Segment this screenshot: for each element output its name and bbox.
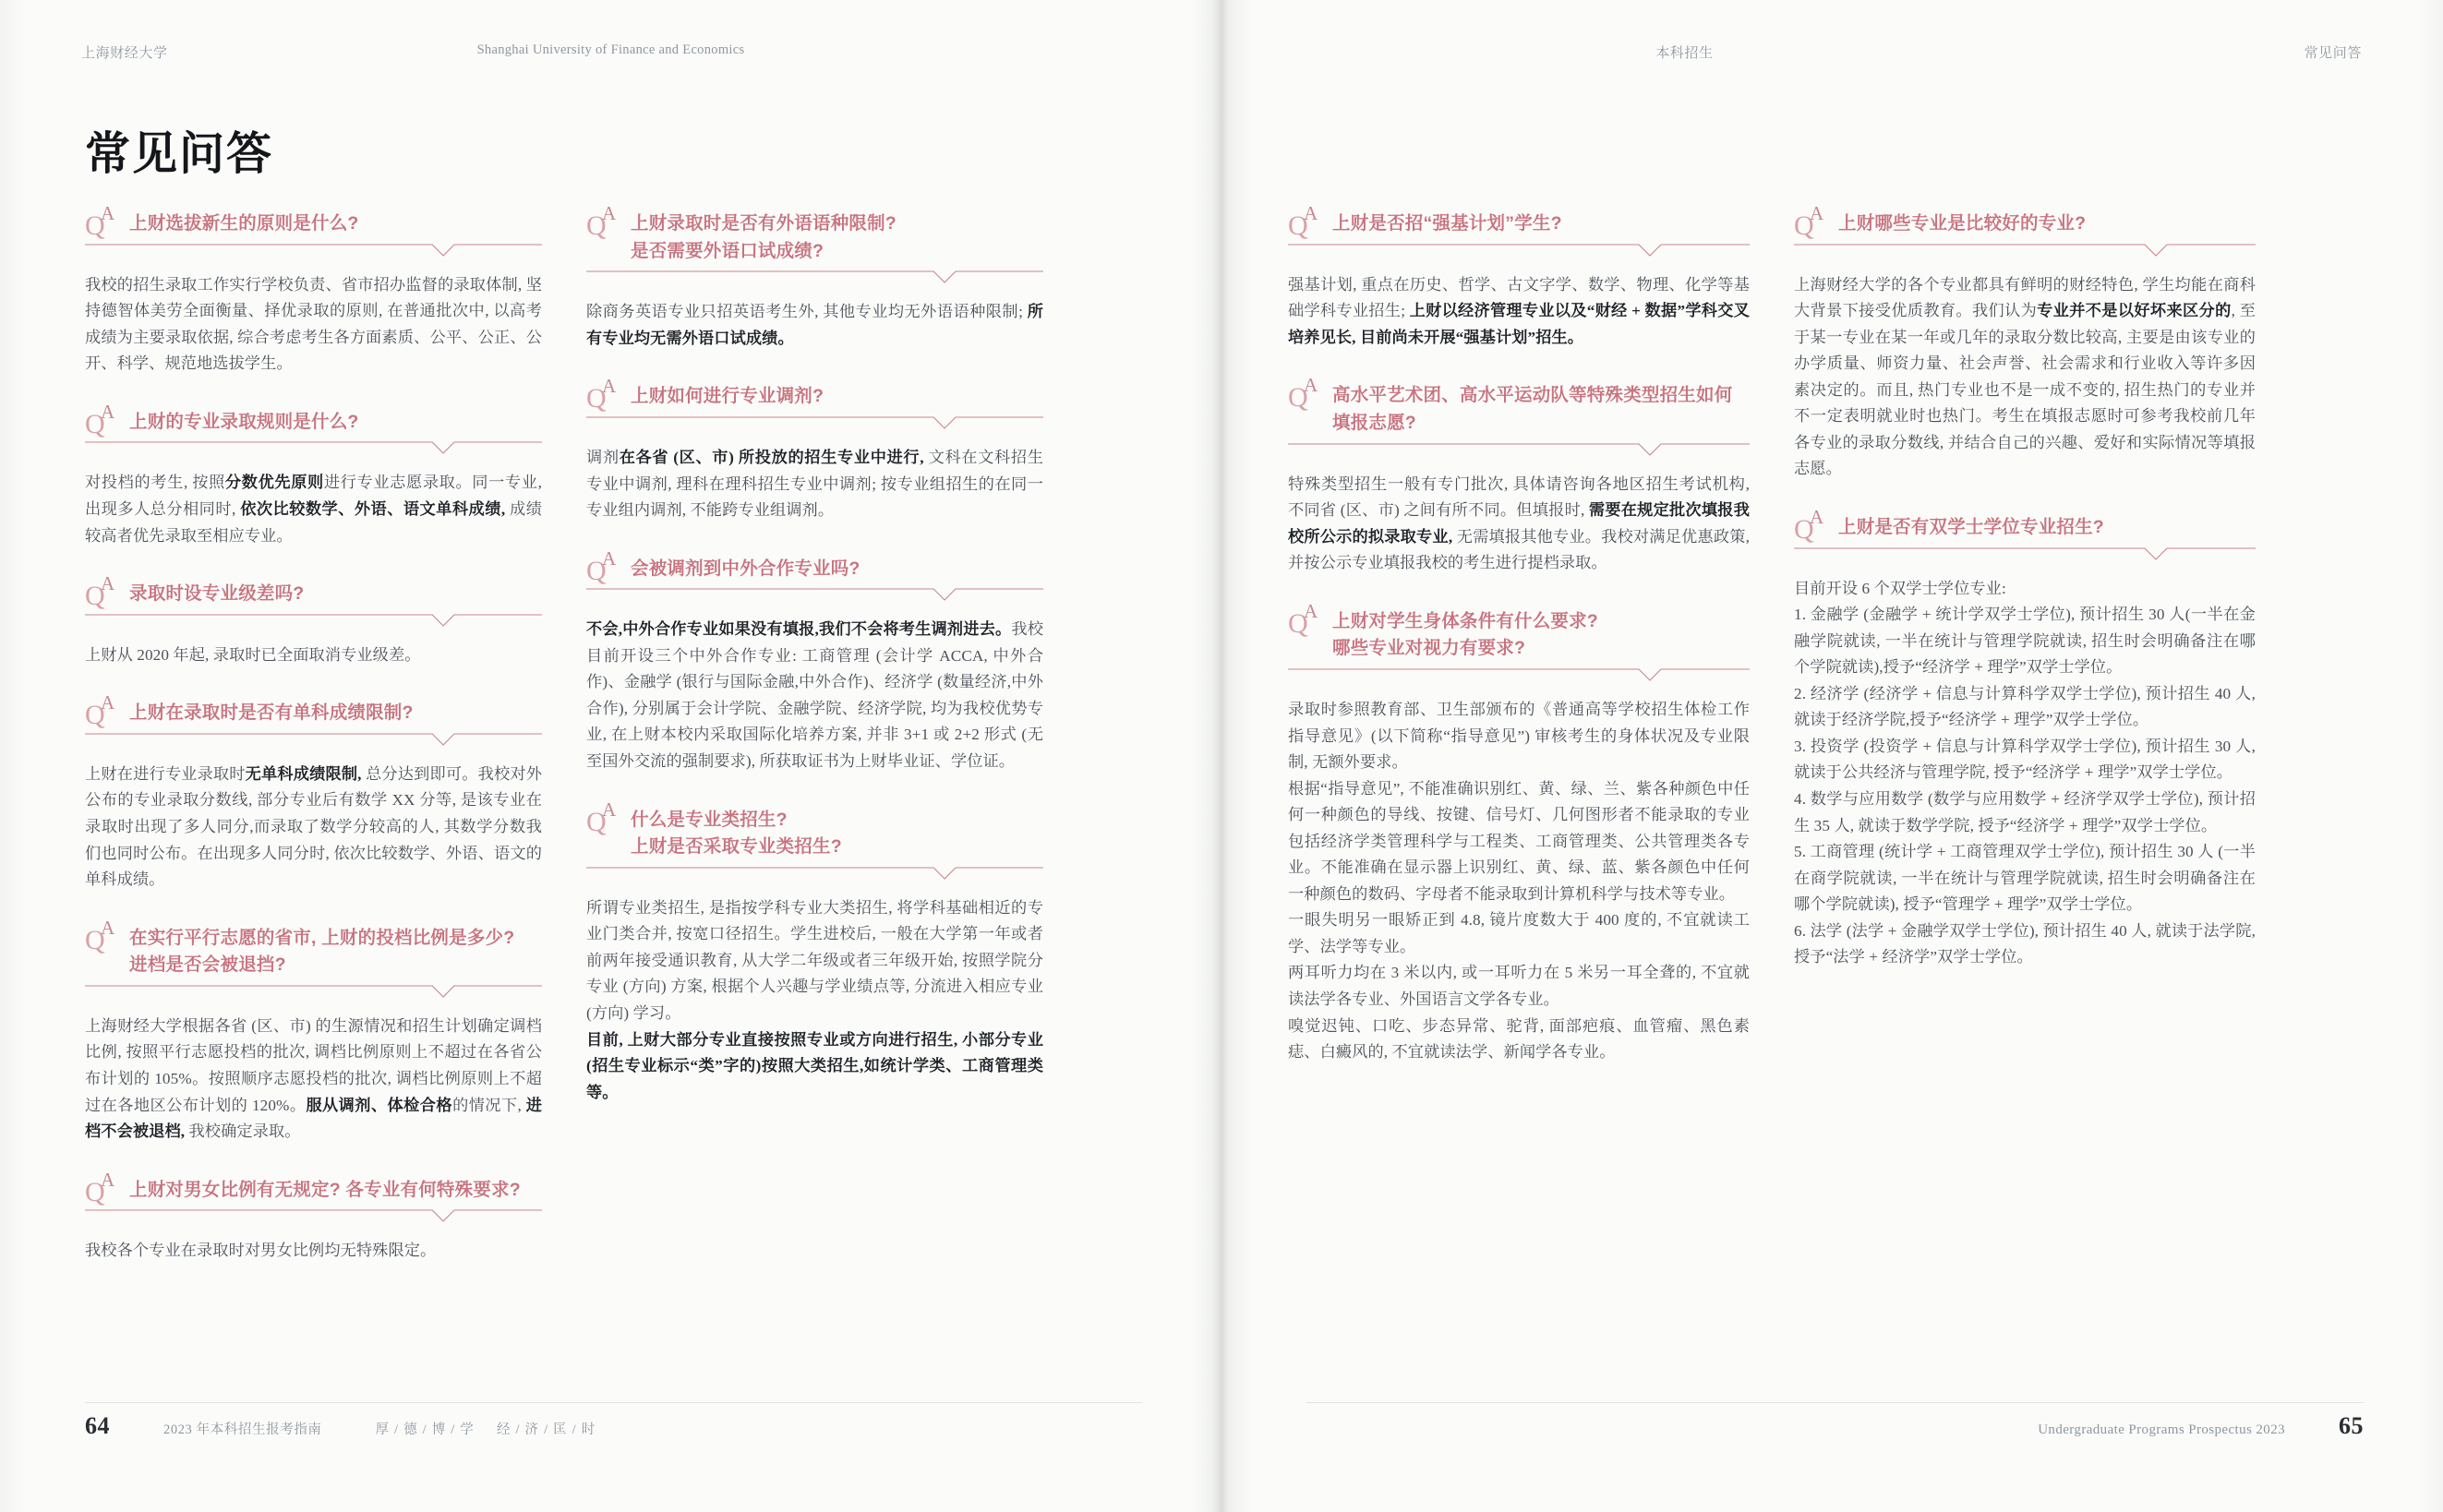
qa-block xyxy=(85,572,542,668)
column-3 xyxy=(1288,202,1750,1364)
qa-answer-text: 我校各个专业在录取时对男女比例均无特殊限定。 xyxy=(85,1242,437,1260)
right-columns xyxy=(1288,202,2369,1364)
qa-question-header xyxy=(85,572,542,612)
footer-motto xyxy=(376,1419,596,1438)
qa-mark-icon xyxy=(85,916,120,955)
qa-mark-icon xyxy=(85,202,120,241)
question-letter: Q xyxy=(586,383,607,414)
question-letter: Q xyxy=(85,924,105,955)
question-letter: Q xyxy=(85,408,105,439)
qa-mark-icon xyxy=(85,572,120,612)
column-4 xyxy=(1794,202,2256,1364)
running-head-university-cn: 上海财经大学 xyxy=(81,46,168,61)
qa-question-line: 上财对男女比例有无规定? 各专业有何特殊要求? xyxy=(129,1179,521,1200)
qa-divider-rule xyxy=(1794,243,2256,258)
qa-mark-icon xyxy=(85,1168,120,1207)
question-letter: Q xyxy=(85,700,105,731)
right-footer xyxy=(1306,1412,2364,1440)
question-letter: Q xyxy=(85,210,105,241)
qa-block xyxy=(586,202,1043,352)
footer-prospectus-title: Undergraduate Programs Prospectus 2023 xyxy=(2038,1422,2285,1437)
qa-block xyxy=(1794,202,2256,483)
qa-question-line: 录取时设专业级差吗? xyxy=(129,583,305,605)
qa-mark-icon xyxy=(1794,202,1829,241)
qa-block xyxy=(85,202,542,378)
qa-question-line: 上财选拔新生的原则是什么? xyxy=(129,213,359,234)
column-2 xyxy=(586,202,1043,1364)
qa-question-header xyxy=(85,691,542,731)
qa-question-line: 哪些专业对视力有要求? xyxy=(1332,638,1526,659)
qa-divider-rule xyxy=(85,613,542,628)
answer-letter: A xyxy=(602,375,617,398)
answer-letter: A xyxy=(1810,202,1824,224)
question-letter: Q xyxy=(1288,382,1308,414)
qa-question-line: 上财是否采取专业类招生? xyxy=(631,836,842,858)
qa-question-line: 上财哪些专业是比较好的专业? xyxy=(1838,213,2087,234)
qa-divider-rule xyxy=(586,866,1043,881)
qa-question-text xyxy=(631,550,860,583)
left-footer xyxy=(85,1412,1142,1440)
qa-mark-icon xyxy=(1794,506,1829,545)
footer-guide-title: 2023 年本科招生报考指南 xyxy=(163,1422,322,1437)
qa-divider-rule xyxy=(586,270,1043,284)
qa-answer-text: 特殊类型招生一般有专门批次, 具体请咨询各地区招生考试机构, 不同省 (区、市) 之间有所不同。但填报时, 需要在规定批次填报我校所公示的拟录取专业, 无需填报其他专业。我校对满足优惠政策, 并按公示专业填报我校的考生进行提档录取。 xyxy=(1288,474,1750,572)
answer-letter: A xyxy=(101,1168,115,1191)
qa-question-header xyxy=(85,202,542,242)
qa-answer-text: 我校的招生录取工作实行学校负责、省市招办监督的录取体制, 坚持德智体美劳全面衡量、择优录取的原则, 在普通批次中, 以高考成绩为主要录取依据, 综合考虑考生各方面素质、公平、公正、公开、科学、规范地选拔学生。 xyxy=(85,275,542,373)
qa-question-text xyxy=(1838,205,2086,238)
question-letter: Q xyxy=(586,806,607,837)
qa-answer-text: 目前开设 6 个双学士学位专业: 1. 金融学 (金融学 + 统计学双学士学位), 预计招生 30 人(一半在金融学院就读, 一半在统计与管理学院就读, 招生时会明确备注在哪个学院就读),授予“经济学 + 理学”双学士学位。 2. 经济学 (经济学 + 信息与计算科学双学士学位), 预计招生 40 人,就读于经济学院,授予“经济学 + 理学”双学士学位。 3. 投资学 (投资学 + 信息与计算科学双学士学位), 预计招生 30 人, 就读于公共经济与管理学院, 授予“经济学 + 理学”双学士学位。 4. 数学与应用数学 (数学与应用数学 + 经济学双学士学位), 预计招生 35 人, 就读于数学学院, 授予“经济学 + 理学”双学士学位。 5. 工商管理 (统计学 + 工商管理双学士学位), 预计招生 30 人 (一半在商学院就读, 一半在统计与管理学院就读, 招生时会明确备注在哪个学院就读), 授予“管理学 + 理学”双学士学位。 6. 法学 (法学 + 金融学双学士学位), 预计招生 40 人, 就读于法学院, 授予“法学 + 经济学”双学士学位。 xyxy=(1794,579,2256,966)
qa-question-line: 上财如何进行专业调剂? xyxy=(631,386,824,407)
question-letter: Q xyxy=(85,581,105,612)
qa-question-text xyxy=(1332,377,1732,437)
qa-question-text xyxy=(129,403,359,437)
qa-question-line: 上财是否招“强基计划”学生? xyxy=(1332,213,1562,234)
qa-question-text xyxy=(129,919,514,979)
answer-letter: A xyxy=(1304,202,1318,224)
qa-question-text xyxy=(129,205,359,238)
question-letter: Q xyxy=(1288,210,1308,241)
page-number: 64 xyxy=(85,1412,110,1439)
qa-question-header xyxy=(85,400,542,440)
running-head-university-en: Shanghai University of Finance and Economics xyxy=(476,42,745,57)
running-head-spacer xyxy=(788,42,1140,62)
qa-divider-rule xyxy=(1288,442,1750,457)
qa-question-line: 填报志愿? xyxy=(1332,412,1416,433)
qa-question-line: 上财是否有双学士学位专业招生? xyxy=(1838,517,2104,537)
qa-question-text xyxy=(631,205,897,265)
qa-divider-rule xyxy=(85,732,542,747)
qa-block xyxy=(85,1168,542,1265)
question-letter: Q xyxy=(1794,210,1814,241)
answer-letter: A xyxy=(101,202,115,224)
qa-question-text xyxy=(631,378,824,411)
qa-question-line: 会被调剂到中外合作专业吗? xyxy=(631,558,860,579)
qa-divider-rule xyxy=(586,587,1043,602)
qa-mark-icon xyxy=(586,546,621,586)
qa-block xyxy=(1288,374,1750,576)
question-letter: Q xyxy=(586,555,607,586)
qa-question-line: 上财在录取时是否有单科成绩限制? xyxy=(129,702,414,724)
qa-divider-rule xyxy=(85,243,542,258)
question-letter: Q xyxy=(1288,607,1308,639)
qa-question-line: 上财的专业录取规则是什么? xyxy=(129,411,359,432)
qa-question-header xyxy=(586,375,1043,414)
right-running-head xyxy=(1303,42,2362,62)
qa-block xyxy=(586,546,1043,775)
qa-question-text xyxy=(1332,205,1562,238)
question-letter: Q xyxy=(85,1176,105,1207)
qa-divider-rule xyxy=(586,415,1043,430)
qa-divider-rule xyxy=(85,1208,542,1223)
qa-question-line: 进档是否会被退挡? xyxy=(129,954,286,976)
qa-answer-text: 所谓专业类招生, 是指按学科专业大类招生, 将学科基础相近的专业门类合并, 按宽口径招生。学生进校后, 一般在大学第一年或者前两年接受通识教育, 从大学二年级或者三年级开始, 按照学院分专业 (方向) 方案, 根据个人兴趣与学业绩点等, 分流进入相应专业 (方向) 学习。 目前, 上财大部分专业直接按照专业或方向进行招生, 小部分专业(招生专业标示“类”字的)按照大类招生,如统计学类、工商管理类等。 xyxy=(586,898,1043,1101)
qa-mark-icon xyxy=(586,375,621,414)
qa-question-line: 是否需要外语口试成绩? xyxy=(631,240,824,261)
question-letter: Q xyxy=(586,210,607,241)
qa-answer-text: 不会,中外合作专业如果没有填报,我们不会将考生调剂进去。我校目前开设三个中外合作专业: 工商管理 (会计学 ACCA, 中外合作)、金融学 (银行与国际金融,中外合作)、经济学 (数量经济,中外合作), 分别属于会计学院、金融学院、经济学院, 均为我校优势专业, 在上财本校内采取国际化培养方案, 并非 3+1 或 2+2 形式 (无至国外交流的强制要求), 所获取证书为上财毕业证、学位证。 xyxy=(586,620,1043,770)
answer-letter: A xyxy=(602,798,617,821)
qa-question-line: 上财对学生身体条件有什么要求? xyxy=(1332,610,1598,631)
qa-question-line: 什么是专业类招生? xyxy=(631,809,788,830)
answer-letter: A xyxy=(101,400,115,423)
column-1 xyxy=(85,202,542,1364)
qa-question-text xyxy=(1332,603,1598,663)
qa-question-text xyxy=(129,694,414,727)
qa-question-header xyxy=(85,1168,542,1208)
right-page xyxy=(1222,0,2443,1512)
qa-answer-text: 上财在进行专业录取时无单科成绩限制, 总分达到即可。我校对外公布的专业录取分数线, 部分专业后有数学 XX 分等, 是该专业在录取时出现了多人同分,而录取了数学分较高的人, 其数学分数我们也同时公布。在出现多人同分时, 依次比较数学、外语、语文的单科成绩。 xyxy=(85,764,542,889)
answer-letter: A xyxy=(101,572,115,595)
footer-motto-part-1: 厚 / 德 / 博 / 学 xyxy=(375,1422,475,1437)
qa-divider-rule xyxy=(1288,667,1750,682)
answer-letter: A xyxy=(602,202,617,224)
qa-mark-icon xyxy=(586,202,621,241)
qa-question-line: 在实行平行志愿的省市, 上财的投档比例是多少? xyxy=(129,927,515,948)
qa-mark-icon xyxy=(85,691,120,731)
qa-answer-text: 上海财经大学的各个专业都具有鲜明的财经特色, 学生均能在商科大背景下接受优质教育。我们认为专业并不是以好坏来区分的, 至于某一专业在某一年或几年的录取分数比较高, 主要是由该专业的办学质量、师资力量、社会声誉、社会需求和行业收入等许多因素决定的。而且, 热门专业也不是一成不变的, 招生热门的专业并不一定表明就业时也热门。考生在填报志愿时可参考我校前几年各专业的录取分数线, 并结合自己的兴趣、爱好和实际情况等填报志愿。 xyxy=(1794,275,2256,478)
qa-block xyxy=(85,400,542,549)
qa-block xyxy=(1288,599,1750,1066)
qa-block xyxy=(85,691,542,893)
left-running-head xyxy=(81,42,1140,62)
right-footer-rule xyxy=(1306,1402,2364,1403)
qa-mark-icon xyxy=(586,798,621,837)
running-head-spacer-right xyxy=(1303,42,1655,62)
qa-question-header xyxy=(586,202,1043,269)
question-letter: Q xyxy=(1794,514,1814,545)
answer-letter: A xyxy=(101,916,115,939)
qa-question-line: 上财录取时是否有外语语种限制? xyxy=(631,213,897,234)
qa-divider-rule xyxy=(1794,546,2256,561)
qa-divider-rule xyxy=(85,440,542,455)
qa-mark-icon xyxy=(1288,374,1323,414)
qa-answer-text: 调剂在各省 (区、市) 所投放的招生专业中进行, 文科在文科招生专业中调剂, 理科在理科招生专业中调剂; 按专业组招生的在同一专业组内调剂, 不能跨专业组调剂。 xyxy=(586,448,1043,520)
left-footer-rule xyxy=(85,1402,1142,1403)
qa-question-text xyxy=(1838,509,2104,542)
qa-answer-text: 录取时参照教育部、卫生部颁布的《普通高等学校招生体检工作指导意见》(以下简称“指导意见”) 审核考生的身体状况及专业限制, 无额外要求。 根据“指导意见”, 不能准确识别红、黄、绿、兰、紫各种颜色中任何一种颜色的导线、按键、信号灯、几何图形者不能录取的专业包括经济学类管理科学与工程类、工商管理类、公共管理类各专业。不能准确在显示器上识别红、黄、绿、蓝、紫各颜色中任何一种颜色的数码、字母者不能录取到计算机科学与技术等专业。 一眼失明另一眼矫正到 4.8, 镜片度数大于 400 度的, 不宜就读工学、法学等专业。 两耳听力均在 3 米以内, 或一耳听力在 5 米另一耳全聋的, 不宜就读法学各专业、外国语言文学各专业。 嗅觉迟钝、口吃、步态异常、驼背, 面部疤痕、血管瘤、黑色素痣、白癜风的, 不宜就读法学、新闻学各专业。 xyxy=(1288,700,1750,1062)
footer-motto-part-2: 经 / 济 / 匡 / 时 xyxy=(496,1422,596,1437)
qa-mark-icon xyxy=(85,400,120,439)
qa-question-line: 高水平艺术团、高水平运动队等特殊类型招生如何 xyxy=(1332,385,1733,406)
qa-answer-text: 对投档的考生, 按照分数优先原则进行专业志愿录取。同一专业, 出现多人总分相同时, 依次比较数学、外语、语文单科成绩, 成绩较高者优先录取至相应专业。 xyxy=(85,474,542,545)
page-title: 常见问答 xyxy=(85,128,274,179)
qa-divider-rule xyxy=(1288,243,1750,258)
qa-block xyxy=(85,916,542,1146)
qa-block xyxy=(1288,202,1750,351)
qa-answer-text: 上财从 2020 年起, 录取时已全面取消专业级差。 xyxy=(85,645,421,664)
answer-letter: A xyxy=(1304,599,1318,622)
running-head-topic-cn: 常见问答 xyxy=(2304,46,2362,61)
qa-question-header xyxy=(1794,202,2256,242)
qa-block xyxy=(1794,506,2256,971)
running-head-section-cn: 本科招生 xyxy=(1655,46,1714,61)
qa-mark-icon xyxy=(1288,599,1323,639)
qa-question-header xyxy=(1288,374,1750,440)
qa-question-header xyxy=(586,798,1043,865)
qa-question-header xyxy=(85,916,542,983)
answer-letter: A xyxy=(1304,374,1318,397)
qa-divider-rule xyxy=(85,984,542,999)
qa-mark-icon xyxy=(1288,202,1323,241)
qa-question-header xyxy=(1794,506,2256,546)
answer-letter: A xyxy=(101,691,115,714)
qa-question-text xyxy=(129,1171,521,1205)
qa-question-header xyxy=(1288,599,1750,666)
qa-question-text xyxy=(631,801,842,861)
left-columns xyxy=(85,202,1149,1364)
qa-answer-text: 强基计划, 重点在历史、哲学、古文字学、数学、物理、化学等基础学科专业招生; 上财以经济管理专业以及“财经 + 数据”学科交叉培养见长, 目前尚未开展“强基计划”招生。 xyxy=(1288,275,1750,346)
answer-letter: A xyxy=(1810,506,1824,528)
qa-question-header xyxy=(1288,202,1750,242)
qa-answer-text: 除商务英语专业只招英语考生外, 其他专业均无外语语种限制; 所有专业均无需外语口试成绩。 xyxy=(586,303,1043,347)
qa-answer-text: 上海财经大学根据各省 (区、市) 的生源情况和招生计划确定调档比例, 按照平行志愿投档的批次, 调档比例原则上不超过在各省公布计划的 105%。按照顺序志愿投档的批次, 调档比例原则上不超过在各地区公布计划的 120%。服从调剂、体检合格的情况下, 进档不会被退档, 我校确定录取。 xyxy=(85,1016,542,1141)
qa-question-text xyxy=(129,575,304,608)
qa-question-header xyxy=(586,546,1043,587)
qa-block xyxy=(586,375,1043,523)
page-number: 65 xyxy=(2339,1412,2364,1439)
qa-block xyxy=(586,798,1043,1107)
answer-letter: A xyxy=(602,546,617,570)
